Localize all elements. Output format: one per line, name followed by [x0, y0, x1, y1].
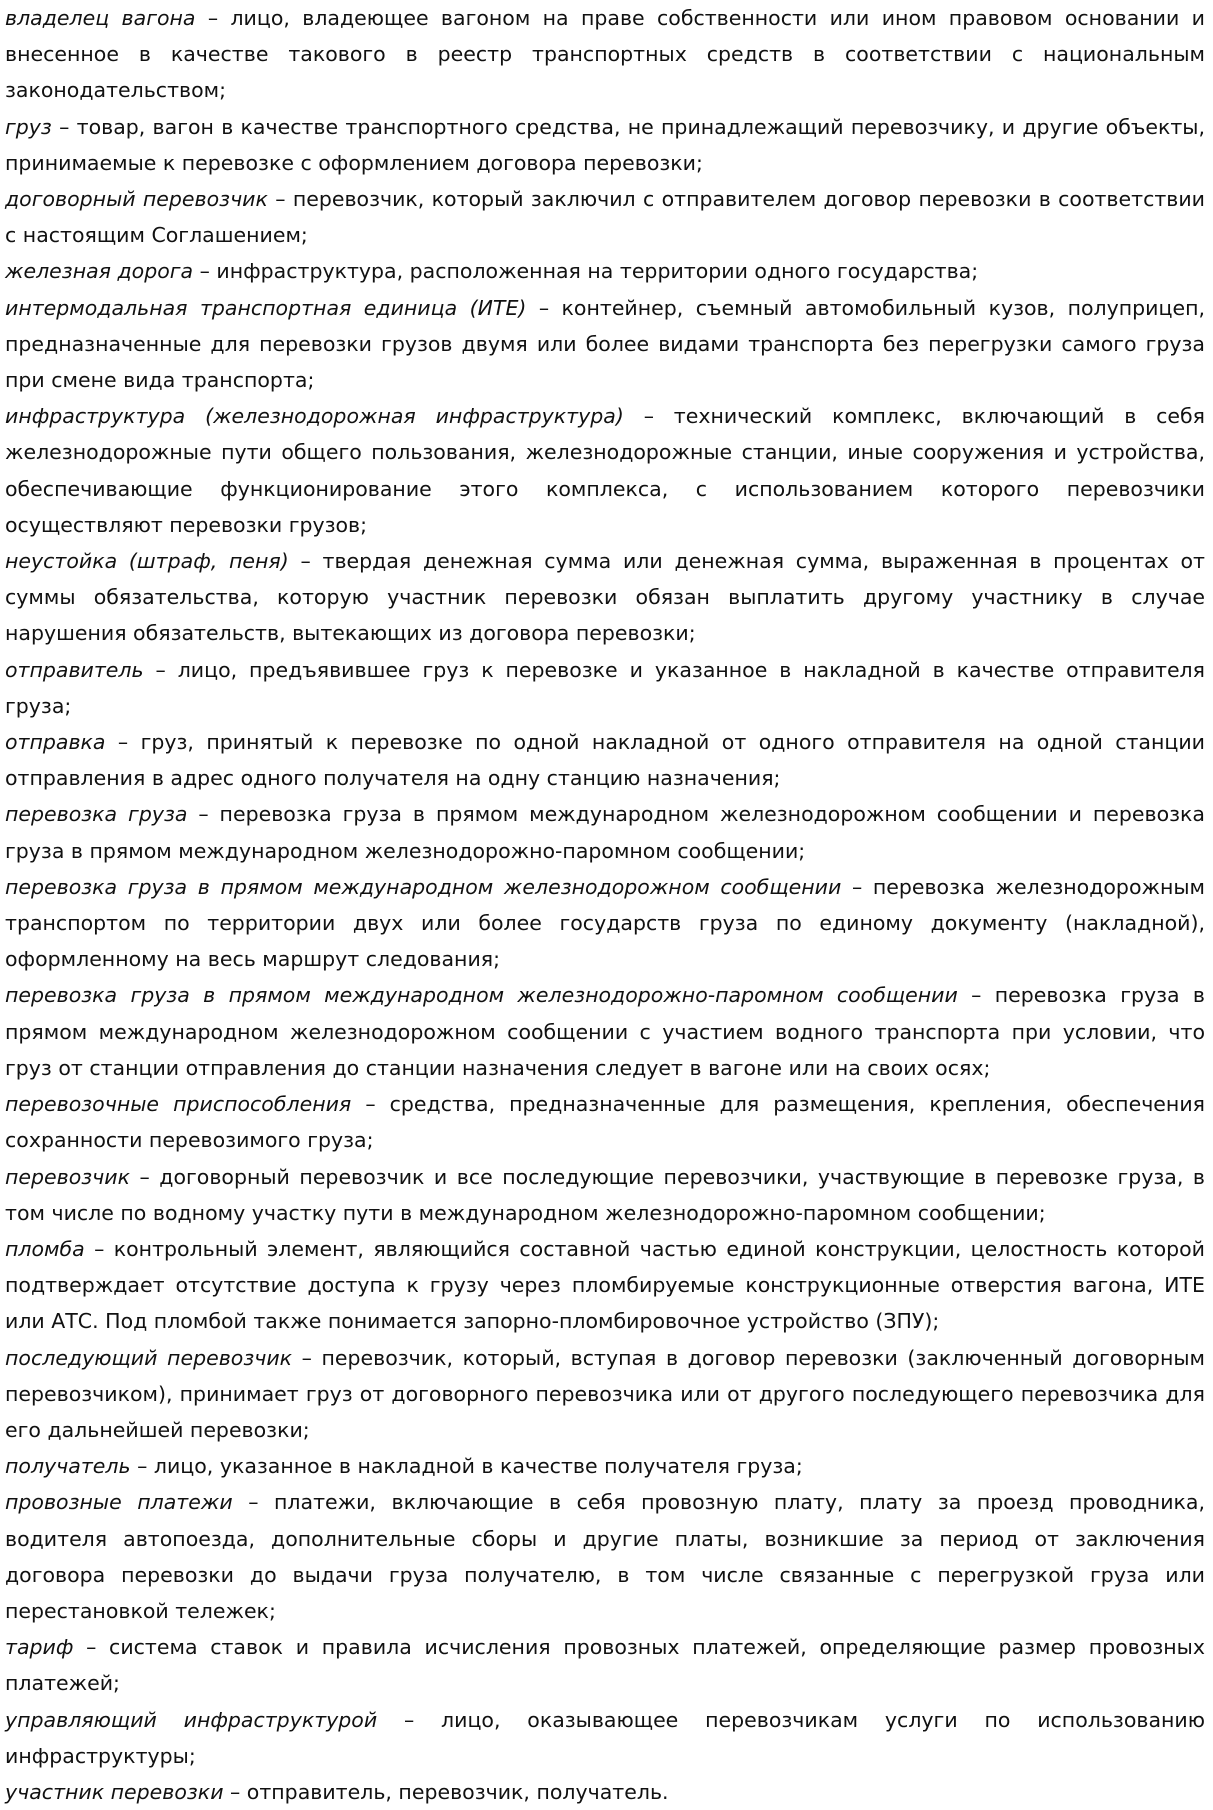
- definition-item: [5, 290, 1205, 399]
- definition-text: – лицо, указанное в накладной в качестве получателя груза;: [130, 1454, 803, 1479]
- definition-term: груз: [5, 114, 52, 139]
- definition-term: отправка: [5, 730, 106, 755]
- definition-term: последующий перевозчик: [5, 1345, 293, 1370]
- definition-text: – система ставок и правила исчисления провозных платежей, определяющие размер провозных платежей;: [5, 1635, 1205, 1696]
- definition-text: – лицо, владеющее вагоном на праве собственности или ином правовом основании и внесенное в качестве такового в реестр транспортных средств в соответствии с национальным законодательством;: [5, 6, 1205, 103]
- definition-text: – перевозчик, который, вступая в договор перевозки (заключенный договорным перевозчиком), принимает груз от договорного перевозчика или от другого последующего перевозчика для его дальнейшей перевозки;: [5, 1345, 1205, 1442]
- definition-text: – инфраструктура, расположенная на территории одного государства;: [193, 259, 979, 284]
- definition-term: перевозка груза в прямом международном железнодорожно-паромном сообщении: [5, 983, 958, 1008]
- definition-term: договорный перевозчик: [5, 187, 268, 212]
- definition-term: перевозка груза в прямом международном железнодорожном сообщении: [5, 874, 842, 899]
- definition-term: неустойка (штраф, пеня): [5, 549, 289, 574]
- definition-item: [5, 253, 1205, 289]
- definition-text: – средства, предназначенные для размещения, крепления, обеспечения сохранности перевозимого груза;: [5, 1092, 1205, 1153]
- definition-text: – контрольный элемент, являющийся составной частью единой конструкции, целостность которой подтверждает отсутствие доступа к грузу через пломбируемые конструкционные отверстия вагона, ИТЕ или АТС. Под пломбой также понимается запорно-пломбировочное устройство (ЗПУ);: [5, 1236, 1205, 1334]
- definition-text: – твердая денежная сумма или денежная сумма, выраженная в процентах от суммы обязательства, которую участник перевозки обязан выплатить другому участнику в случае нарушения обязательств, вытекающих из договора перевозки;: [5, 549, 1205, 646]
- definition-term: провозные платежи: [5, 1490, 233, 1515]
- definition-item: [5, 869, 1205, 978]
- definition-item: [5, 724, 1205, 796]
- definition-text: – перевозка железнодорожным транспортом по территории двух или более государств груза по единому документу (накладной), оформленному на весь маршрут следования;: [5, 874, 1206, 972]
- definition-text: – лицо, оказывающее перевозчикам услуги по использованию инфраструктуры;: [5, 1707, 1205, 1768]
- definition-item: [5, 398, 1205, 543]
- definition-text: – перевозка груза в прямом международном железнодорожном сообщении и перевозка груза в прямом международном железнодорожно-паромном сообщении;: [5, 802, 1205, 863]
- definition-item: [5, 109, 1205, 181]
- definition-item: [5, 1086, 1205, 1158]
- definition-item: [5, 1629, 1205, 1701]
- definition-item: [5, 1484, 1205, 1629]
- definition-text: – отправитель, перевозчик, получатель.: [223, 1779, 669, 1804]
- definition-term: отправитель: [5, 657, 144, 682]
- definition-item: [5, 1340, 1205, 1449]
- definition-term: инфраструктура (железнодорожная инфраструктура): [5, 404, 624, 429]
- definition-term: перевозочные приспособления: [5, 1092, 352, 1117]
- definition-item: [5, 1448, 1205, 1484]
- definition-item: [5, 1702, 1205, 1774]
- definition-item: [5, 181, 1205, 253]
- definition-text: – груз, принятый к перевозке по одной накладной от одного отправителя на одной станции отправления в адрес одного получателя на одну станцию назначения;: [5, 730, 1205, 791]
- definition-text: – платежи, включающие в себя провозную плату, плату за проезд проводника, водителя автопоезда, дополнительные сборы и другие платы, возникшие за период от заключения договора перевозки до выдачи груза получателю, в том числе связанные с перегрузкой груза или перестановкой тележек;: [5, 1490, 1205, 1623]
- definition-term: управляющий инфраструктурой: [5, 1707, 378, 1732]
- definition-text: – перевозчик, который заключил с отправителем договор перевозки в соответствии с настоящим Соглашением;: [5, 187, 1206, 248]
- definition-term: интермодальная транспортная единица (ИТЕ): [5, 295, 527, 320]
- definition-term: владелец вагона: [5, 6, 196, 30]
- definition-text: – лицо, предъявившее груз к перевозке и указанное в накладной в качестве отправителя груза;: [5, 657, 1205, 718]
- definition-item: [5, 652, 1205, 724]
- definition-term: тариф: [5, 1635, 74, 1660]
- definition-text: – контейнер, съемный автомобильный кузов, полуприцеп, предназначенные для перевозки грузов двумя или более видами транспорта без перегрузки самого груза при смене вида транспорта;: [5, 295, 1205, 393]
- definition-term: получатель: [5, 1454, 131, 1479]
- definition-item: [5, 1159, 1205, 1231]
- definition-term: перевозчик: [5, 1164, 130, 1189]
- definition-term: участник перевозки: [5, 1779, 224, 1804]
- definition-item: [5, 1774, 1205, 1810]
- definition-term: железная дорога: [5, 259, 194, 284]
- definition-text: – договорный перевозчик и все последующие перевозчики, участвующие в перевозке груза, в том числе по водному участку пути в международном железнодорожно-паромном сообщении;: [5, 1164, 1205, 1225]
- definition-item: [5, 977, 1205, 1086]
- definition-text: – технический комплекс, включающий в себя железнодорожные пути общего пользования, железнодорожные станции, иные сооружения и устройства, обеспечивающие функционирование этого комплекса, с использованием которого перевозчики осуществляют перевозки грузов;: [5, 404, 1205, 537]
- definition-text: – товар, вагон в качестве транспортного средства, не принадлежащий перевозчику, и другие объекты, принимаемые к перевозке с оформлением договора перевозки;: [5, 114, 1205, 175]
- definition-term: пломба: [5, 1236, 85, 1261]
- definition-item: [5, 0, 1205, 109]
- definition-item: [5, 796, 1205, 868]
- definition-text: – перевозка груза в прямом международном железнодорожном сообщении с участием водного транспорта при условии, что груз от станции отправления до станции назначения следует в вагоне или на своих осях;: [5, 983, 1205, 1080]
- definition-item: [5, 1231, 1205, 1340]
- definition-item: [5, 543, 1205, 652]
- definition-term: перевозка груза: [5, 802, 188, 827]
